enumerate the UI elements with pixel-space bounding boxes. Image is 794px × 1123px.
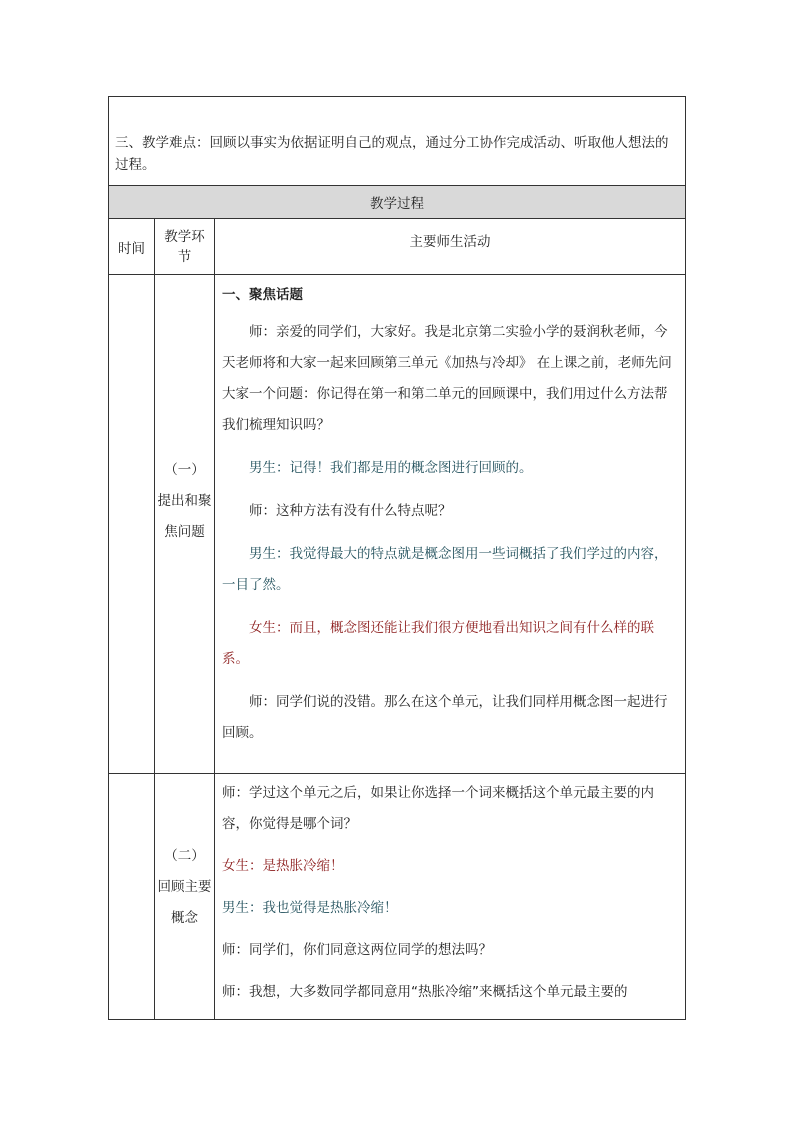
- header-stage-label: 教学环节: [164, 228, 205, 265]
- objective-row: [109, 97, 686, 186]
- segment-2-stage-num: （二）: [164, 848, 205, 864]
- dialogue-line: 师：我想，大多数同学都同意用“热胀冷缩”来概括这个单元最主要的: [222, 984, 628, 1000]
- dialogue-line: 师：同学们，你们同意这两位同学的想法吗？: [222, 942, 492, 958]
- header-main-label: 主要师生活动: [409, 233, 491, 250]
- column-header-row: [109, 219, 686, 275]
- segment-1-stage-num: （一）: [164, 462, 205, 478]
- segment-1-activities: [215, 275, 686, 774]
- segment-1-stage-label: [155, 275, 214, 548]
- dialogue-line: 女生：是热胀冷缩！: [222, 858, 344, 874]
- segment-2-time: [109, 774, 155, 1020]
- header-time: 时间: [109, 219, 155, 275]
- header-main: [215, 219, 686, 275]
- section-title: 一、聚焦话题: [222, 287, 303, 303]
- dialogue-line: 男生：记得！我们都是用的概念图进行回顾的。: [249, 460, 533, 476]
- segment-2-row: [109, 774, 686, 1020]
- process-title: 教学过程: [109, 186, 686, 219]
- segment-1-time: [109, 275, 155, 774]
- segment-2-stage: [155, 774, 215, 1020]
- dialogue-line: 男生：我也觉得是热胀冷缩！: [222, 900, 398, 916]
- segment-2-stage-label: [155, 774, 214, 934]
- dialogue-line: 男生：我觉得最大的特点就是概念图用一些词概括了我们学过的内容，一目了然。: [222, 546, 668, 593]
- dialogue-line: 师：学过这个单元之后，如果让你选择一个词来概括这个单元最主要的内容，你觉得是哪个词？: [222, 785, 654, 832]
- segment-1-stage-name: 提出和聚焦问题: [157, 493, 212, 540]
- dialogue-line: 师：这种方法有没有什么特点呢？: [249, 503, 452, 519]
- lesson-plan-table: [108, 96, 686, 1020]
- header-stage: [155, 219, 215, 275]
- dialogue-line: 女生：而且，概念图还能让我们很方便地看出知识之间有什么样的联系。: [222, 620, 654, 667]
- segment-2-stage-name: 回顾主要概念: [157, 879, 212, 926]
- teaching-difficulty-text: 三、教学难点：回顾以事实为依据证明自己的观点，通过分工协作完成活动、听取他人想法的过程。: [115, 135, 669, 173]
- dialogue-line: 师：同学们说的没错。那么在这个单元，让我们同样用概念图一起进行回顾。: [222, 694, 668, 741]
- segment-1-row: [109, 275, 686, 774]
- segment-1-stage: [155, 275, 215, 774]
- dialogue-line: 师：亲爱的同学们，大家好。我是北京第二实验小学的聂润秋老师，今天老师将和大家一起来回顾第三单元《加热与冷却》 在上课之前，老师先问大家一个问题：你记得在第一和第二单元的回顾课中，我们用过什么方法帮我们梳理知识吗？: [222, 324, 672, 433]
- segment-2-activities: [215, 774, 686, 1020]
- process-title-row: [109, 186, 686, 219]
- objective-cell: [109, 97, 686, 186]
